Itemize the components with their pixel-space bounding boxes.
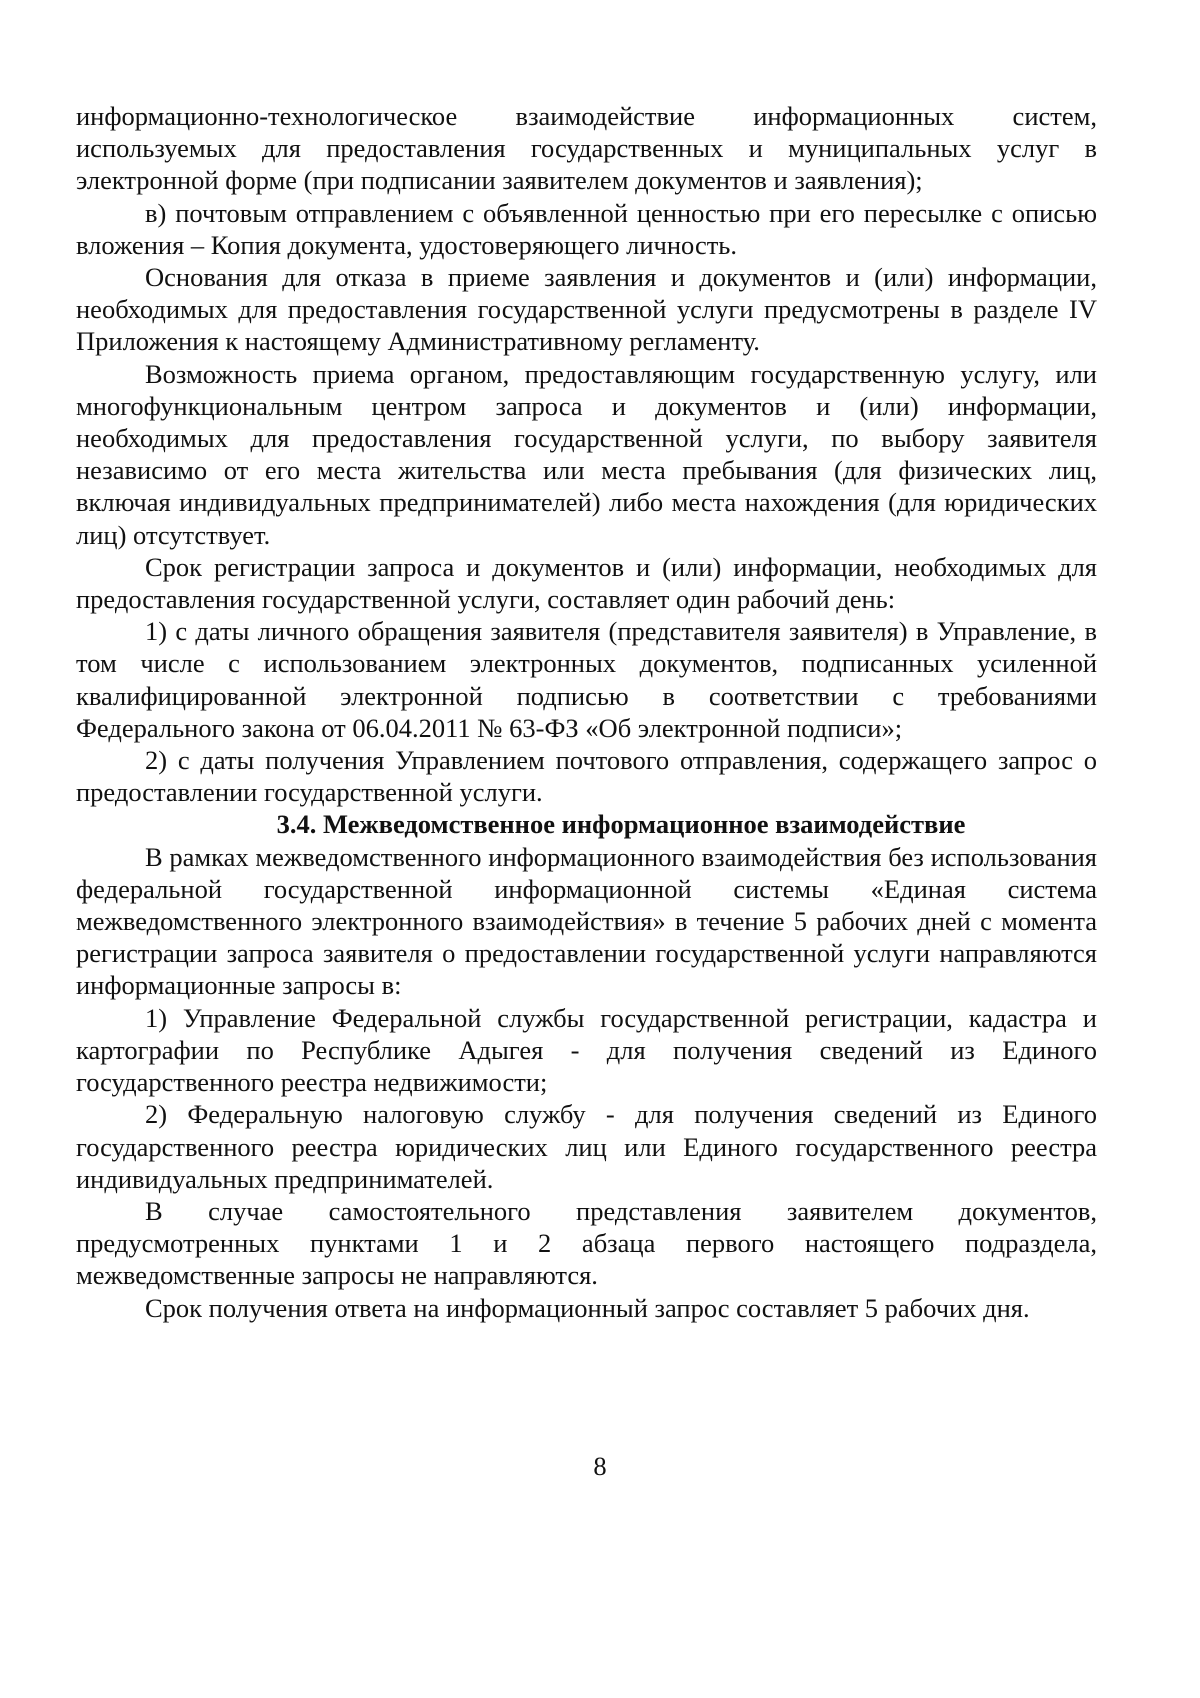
section-heading: 3.4. Межведомственное информационное взаимодействие <box>276 809 966 840</box>
paragraph-registration-item-2: 2) с даты получения Управлением почтового отправления, содержащего запрос о предоставлении государственной услуги. <box>76 745 1097 808</box>
paragraph-postal-mail: в) почтовым отправлением с объявленной ценностью при его пересылке с описью вложения – Копия документа, удостоверяющего личность. <box>76 197 1097 260</box>
paragraph-registration-item-1: 1) с даты личного обращения заявителя (представителя заявителя) в Управление, в том числе с использованием электронных документов, подписанных усиленной квалифицированной электронной подписью в соответствии с требованиями Федерального закона от 06.04.2011 № 63-ФЗ «Об электронной подписи»; <box>76 616 1097 743</box>
paragraph-registration-term: Срок регистрации запроса и документов и (или) информации, необходимых для предоставления государственной услуги, составляет один рабочий день: <box>76 551 1097 615</box>
paragraph-request-item-1: 1) Управление Федеральной службы государственной регистрации, кадастра и картографии по Республике Адыгея - для получения сведений из Единого государственного реестра недвижимости; <box>76 1002 1097 1098</box>
paragraph-interagency-requests: В рамках межведомственного информационного взаимодействия без использования федеральной государственной информационной системы «Единая система межведомственного электронного взаимодействия» в течение 5 рабочих дней с момента регистрации запроса заявителя о предоставлении государственной услуги направляются информационные запросы в: <box>76 841 1097 1001</box>
paragraph-extraterritorial-acceptance: Возможность приема органом, предоставляющим государственную услугу, или многофункциональным центром запроса и документов и (или) информации, необходимых для предоставления государственной услуги, по выбору заявителя независимо от его места жительства или места пребывания (для физических лиц, включая индивидуальных предпринимателей) либо места нахождения (для юридических лиц) отсутствует. <box>76 358 1097 550</box>
document-body <box>76 100 1097 1324</box>
paragraph-request-item-2: 2) Федеральную налоговую службу - для получения сведений из Единого государственного реестра юридических лиц или Единого государственного реестра индивидуальных предпринимателей. <box>76 1099 1097 1194</box>
paragraph-refusal-grounds: Основания для отказа в приеме заявления и документов и (или) информации, необходимых для предоставления государственной услуги предусмотрены в разделе IV Приложения к настоящему Административному регламенту. <box>76 262 1097 357</box>
page-number: 8 <box>593 1451 607 1481</box>
paragraph-self-submission: В случае самостоятельного представления заявителем документов, предусмотренных пунктами 1 и 2 абзаца первого настоящего подраздела, межведомственные запросы не направляются. <box>76 1195 1097 1291</box>
paragraph-response-term: Срок получения ответа на информационный запрос составляет 5 рабочих дня. <box>145 1292 1030 1323</box>
paragraph-continuation: информационно-технологическое взаимодействие информационных систем, используемых для предоставления государственных и муниципальных услуг в электронной форме (при подписании заявителем документов и заявления); <box>76 101 1097 196</box>
